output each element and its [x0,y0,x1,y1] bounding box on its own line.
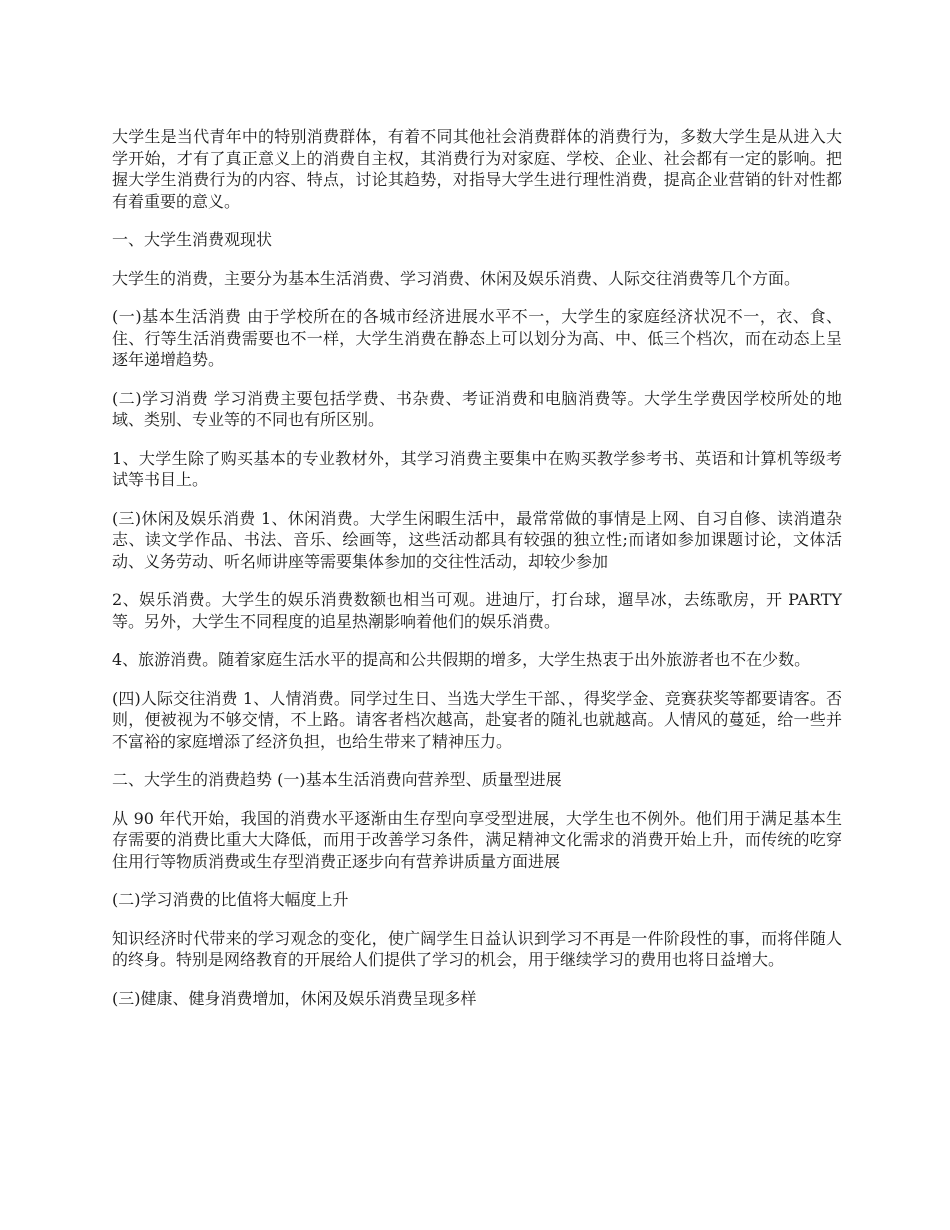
section-heading-trends: 二、大学生的消费趋势 (一)基本生活消费向营养型、质量型进展 [112,770,562,789]
paragraph-travel: 4、旅游消费。随着家庭生活水平的提高和公共假期的增多，大学生热衷于出外旅游者也不在少数。 [112,650,811,669]
subheading-study-ratio: (二)学习消费的比值将大幅度上升 [112,890,349,909]
paragraph-knowledge-economy: 知识经济时代带来的学习观念的变化，使广阔学生日益认识到学习不再是一件阶段性的事，而将伴随人的终身。特别是网络教育的开展给人们提供了学习的机会，用于继续学习的费用也将日益增大。 [112,928,842,969]
paragraph-consumption-categories: 大学生的消费，主要分为基本生活消费、学习消费、休闲及娱乐消费、人际交往消费等几个方面。 [112,268,801,288]
paragraph-study-consumption: (二)学习消费 学习消费主要包括学费、书杂费、考证消费和电脑消费等。大学生学费因学校所处的地域、类别、专业等的不同也有所区别。 [112,388,842,429]
intro-paragraph: 大学生是当代青年中的特别消费群体，有着不同其他社会消费群体的消费行为，多数大学生是从进入大学开始，才有了真正意义上的消费自主权，其消费行为对家庭、学校、企业、社会都有一定的影响。把握大学生消费行为的内容、特点，讨论其趋势，对指导大学生进行理性消费，提高企业营销的针对性都有着重要的意义。 [112,127,842,211]
paragraph-leisure: (三)休闲及娱乐消费 1、休闲消费。大学生闲暇生活中，最常常做的事情是上网、自习自修、读消遣杂志、读文学作品、书法、音乐、绘画等，这些活动都具有较强的独立性;而诸如参加课题讨论，文体活动、义务劳动、听名师讲座等需要集体参加的交往性活动，却较少参加 [112,508,842,571]
paragraph-study-books: 1、大学生除了购买基本的专业教材外，其学习消费主要集中在购买教学参考书、英语和计算机等级考试等书目上。 [112,448,842,489]
document-page [112,126,842,1026]
section-heading-current-status: 一、大学生消费观现状 [112,230,273,249]
subheading-health: (三)健康、健身消费增加，休闲及娱乐消费呈现多样 [112,988,477,1008]
paragraph-basic-living: (一)基本生活消费 由于学校所在的各城市经济进展水平不一，大学生的家庭经济状况不一，衣、食、住、行等生活消费需要也不一样，大学生消费在静态上可以划分为高、中、低三个档次，而在动态上呈逐年递增趋势。 [112,307,842,369]
paragraph-since-90s: 从 90 年代开始，我国的消费水平逐渐由生存型向享受型进展，大学生也不例外。他们用于满足基本生存需要的消费比重大大降低，而用于改善学习条件，满足精神文化需求的消费开始上升，而传统的吃穿住用行等物质消费或生存型消费正逐步向有营养讲质量方面进展 [112,808,842,871]
paragraph-entertainment: 2、娱乐消费。大学生的娱乐消费数额也相当可观。进迪厅，打台球，遛旱冰，去练歌房，开 PARTY 等。另外，大学生不同程度的追星热潮影响着他们的娱乐消费。 [112,590,842,631]
paragraph-social: (四)人际交往消费 1、人情消费。同学过生日、当选大学生干部、，得奖学金、竞赛获奖等都要请客。否则，便被视为不够交情，不上路。请客者档次越高，赴宴者的随礼也就越高。人情风的蔓延，给一些并不富裕的家庭增添了经济负担，也给生带来了精神压力。 [112,688,842,751]
